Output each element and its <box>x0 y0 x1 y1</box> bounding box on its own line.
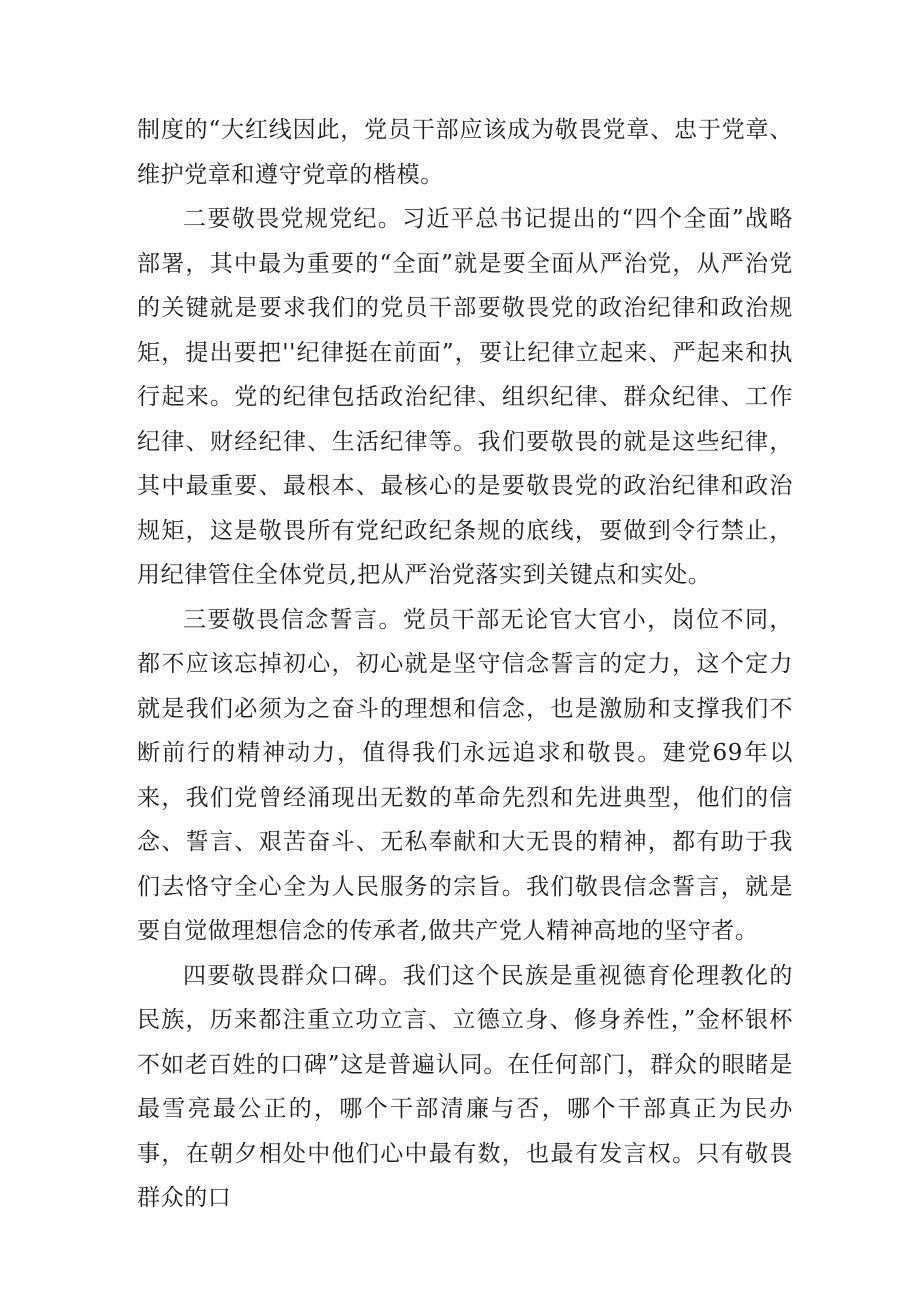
paragraph-4: 四要敬畏群众口碑。我们这个民族是重视德育伦理教化的民族，历来都注重立功立言、立德立身、修身养性，”金杯银杯不如老百姓的口碑”这是普遍认同。在任何部门，群众的眼睹是最雪亮最公正的，哪个干部清廉与否，哪个干部真正为民办事，在朝夕相处中他们心中最有数，也最有发言权。只有敬畏群众的口 <box>137 962 793 1211</box>
paragraph-1: 制度的“大红线因此，党员干部应该成为敬畏党章、忠于党章、维护党章和遵守党章的楷模。 <box>137 117 793 188</box>
document-body <box>137 108 793 1221</box>
paragraph-2: 二要敬畏党规党纪。习近平总书记提出的“四个全面”战略部署，其中最为重要的“全面”就是要全面从严治党，从严治党的关键就是要求我们的党员干部要敬畏党的政治纪律和政治规矩，提出要把''纪律挺在前面”，要让纪律立起来、严起来和执行起来。党的纪律包括政治纪律、组织纪律、群众纪律、工作纪律、财经纪律、生活纪律等。我们要敬畏的就是这些纪律，其中最重要、最根本、最核心的是要敬畏党的政治纪律和政治规矩，这是敬畏所有党纪政纪条规的底线，要做到令行禁止，用纪律管住全体党员,把从严治党落实到关键点和实处。 <box>137 206 793 588</box>
paragraph-3: 三要敬畏信念誓言。党员干部无论官大官小，岗位不同，都不应该忘掉初心，初心就是坚守信念誓言的定力，这个定力就是我们必须为之奋斗的理想和信念，也是激励和支撑我们不断前行的精神动力，值得我们永远追求和敬畏。建党69年以来，我们党曾经涌现出无数的革命先烈和先进典型，他们的信念、誓言、艰苦奋斗、无私奉献和大无畏的精神，都有助于我们去恪守全心全为人民服务的宗旨。我们敬畏信念誓言，就是要自觉做理想信念的传承者,做共产党人精神高地的坚守者。 <box>137 606 793 944</box>
